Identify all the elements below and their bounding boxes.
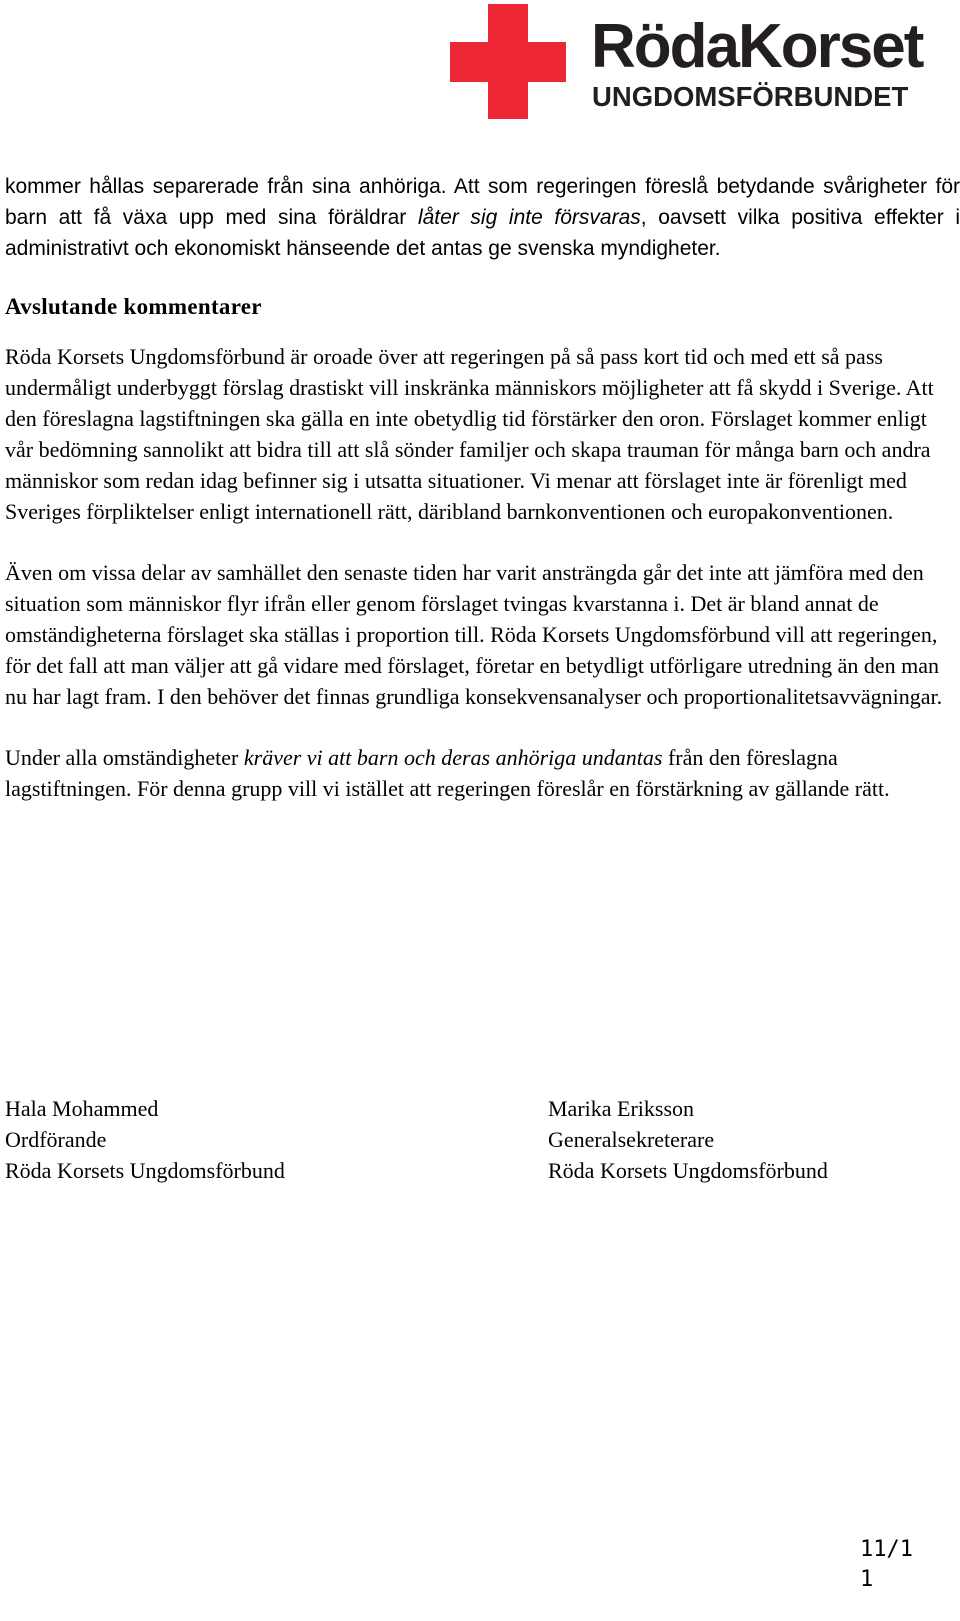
signatory-name: Hala Mohammed <box>5 1096 159 1121</box>
paragraph-continued: kommer hållas separerade från sina anhöriga. Att som regeringen föreslå betydande svårigheter för barn att få växa upp med sina föräldrar låter sig inte försvaras, oavsett vilka positiva effekter i administrativt och ekonomiskt hänseende det antas ge svenska myndigheter. <box>5 175 960 260</box>
paragraph-closing-remarks: Röda Korsets Ungdomsförbund är oroade över att regeringen på så pass kort tid och med ett så pass undermåligt underbyggt förslag drastiskt vill inskränka människors möjligheter att få skydd i Sverige. Att den föreslagna lagstiftningen ska gälla en inte obetydlig tid förstärker den oron. Förslaget kommer enligt vår bedömning sannolikt att bidra till att slå sönder familjer och skapa trauman för många barn och andra människor som redan idag befinner sig i utsatta situationer. Vi menar att förslaget inte är förenligt med Sveriges förpliktelser enligt internationell rätt, däribland barnkonventionen och europakonventionen. <box>5 344 934 525</box>
emphasis-text: kräver vi att barn och deras anhöriga undantas <box>243 745 663 771</box>
page-number: 11/11 <box>860 1537 913 1592</box>
roda-korset-logo <box>450 4 940 119</box>
signature-block-chair <box>5 1093 285 1186</box>
signatory-organization: Röda Korsets Ungdomsförbund <box>5 1158 285 1183</box>
section-heading: Avslutande kommentarer <box>5 294 262 319</box>
paragraph-demand: Under alla omständigheter kräver vi att barn och deras anhöriga undantas från den föreslagna lagstiftningen. För denna grupp vill vi istället att regeringen föreslår en förstärkning av gällande rätt. <box>5 745 890 802</box>
logo-subtitle: UNGDOMSFÖRBUNDET <box>592 81 909 112</box>
document-body <box>5 171 960 804</box>
signature-block-secretary-general <box>548 1093 828 1186</box>
paragraph-proportionality: Även om vissa delar av samhället den senaste tiden har varit ansträngda går det inte att jämföra med den situation som människor flyr ifrån eller genom förslaget tvingas kvarstanna i. Det är bland annat de omständigheterna förslaget ska ställas i proportion till. Röda Korsets Ungdomsförbund vill att regeringen, för det fall att man väljer att gå vidare med förslaget, företar en betydligt utförligare utredning än den man nu har lagt fram. I den behöver det finnas grundliga konsekvensanalyser och proportionalitetsavvägningar. <box>5 560 943 710</box>
signatory-organization: Röda Korsets Ungdomsförbund <box>548 1158 828 1183</box>
signatory-role: Ordförande <box>5 1127 107 1152</box>
signatory-role: Generalsekreterare <box>548 1127 715 1152</box>
red-cross-icon <box>450 4 566 119</box>
signatory-name: Marika Eriksson <box>548 1096 695 1121</box>
emphasis-text: låter sig inte försvaras <box>417 206 641 229</box>
logo-wordmark: RödaKorset <box>591 12 923 81</box>
